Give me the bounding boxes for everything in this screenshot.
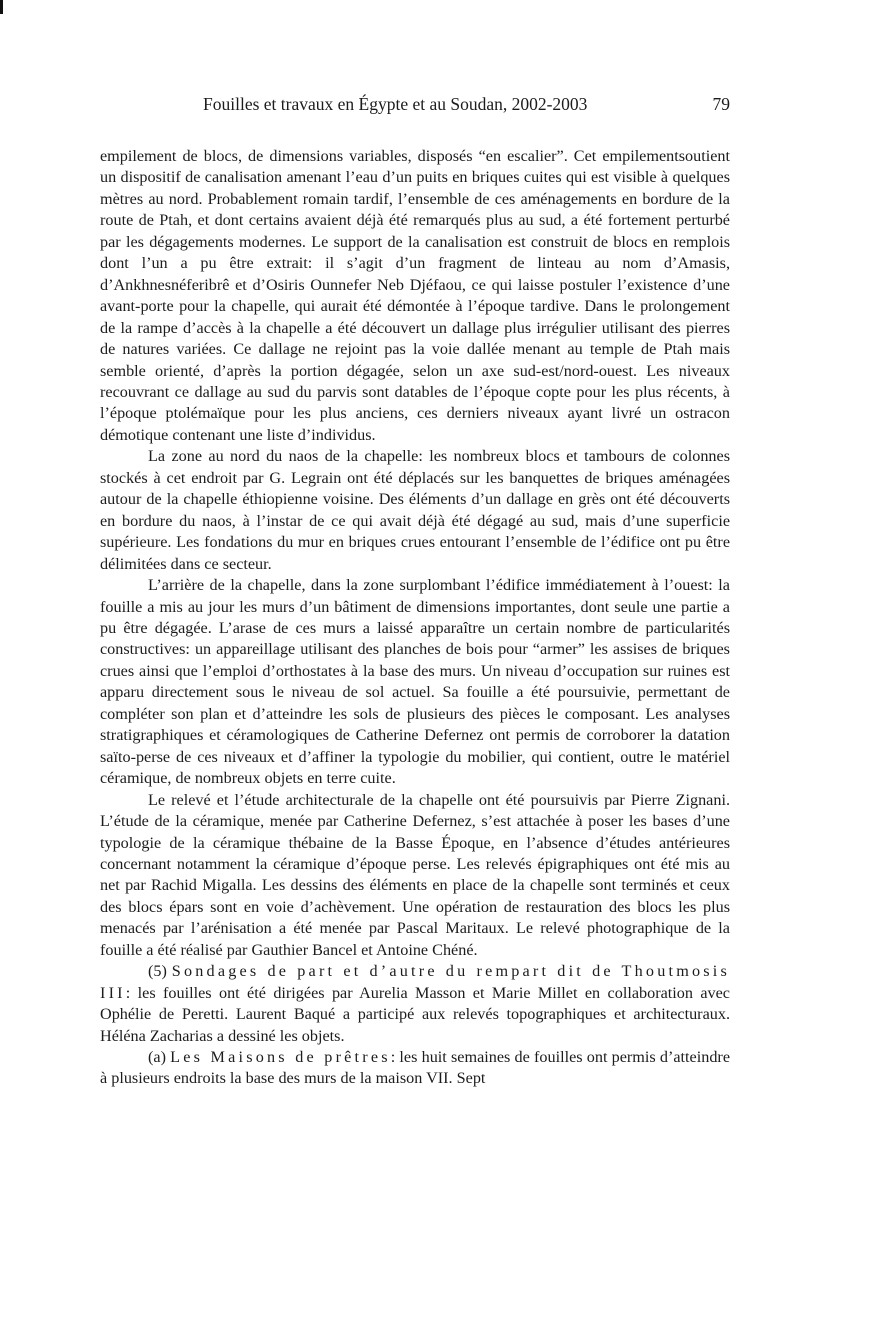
running-header [100,92,730,116]
body-text [100,146,730,1090]
subsection-letter: (a) [148,1048,171,1067]
subsection-heading: Les Maisons de prêtres [170,1048,391,1067]
paragraph-3: L’arrière de la chapelle, dans la zone surplombant l’édifice immédiatement à l’ouest: la fouille a mis au jour les murs d’un bâtiment de dimensions importantes, dont seule une partie a pu être dégagée. L’arase de ces murs a laissé apparaître un certain nombre de particularités constructives: un appareillage utilisant des planches de bois pour “armer” les assises de briques crues ainsi que l’emploi d’orthostates à la base des murs. Un niveau d’occupation sur ruines est apparu directement sous le niveau de sol actuel. Sa fouille a été poursuivie, permettant de compléter son plan et d’atteindre les sols de plusieurs des pièces le composant. Les analyses stratigraphiques et céramologiques de Catherine Defernez ont permis de corroborer la datation saïto-perse de ces niveaux et d’affiner la typologie du mobilier, qui contient, outre le matériel céramique, de nombreux objets en terre cuite. [100,576,730,788]
paragraph-5 [100,961,730,1047]
section-number: (5) [148,962,172,981]
paragraph-2: La zone au nord du naos de la chapelle: les nombreux blocs et tambours de colonnes stockés à cet endroit par G. Legrain ont été déplacés sur les banquettes de briques aménagées autour de la chapelle éthiopienne voisine. Des éléments d’un dallage en grès ont été découverts en bordure du naos, à l’instar de ce qui avait déjà été dégagé au sud, mais d’une superficie supérieure. Les fondations du mur en briques crues entourant l’ensemble de l’édifice ont pu être délimitées dans ce secteur. [100,447,730,573]
page-edge-mark [0,0,3,14]
running-title: Fouilles et travaux en Égypte et au Soudan, 2002-2003 [203,94,588,114]
section-heading: Sondages de part et d’autre du rempart dit de Thoutmosis III [100,962,730,1002]
paragraph-4: Le relevé et l’étude architecturale de la chapelle ont été poursuivis par Pierre Zignani. L’étude de la céramique, menée par Catherine Defernez, s’est attachée à poser les bases d’une typologie de la céramique thébaine de la Basse Époque, en l’absence d’études antérieures concernant notamment la céramique d’époque perse. Les relevés épigraphiques ont été mis au net par Rachid Migalla. Les dessins des éléments en place de la chapelle sont terminés et ceux des blocs épars sont en voie d’achèvement. Une opération de restauration des blocs les plus menacés par l’arénisation a été menée par Pascal Maritaux. Le relevé photographique de la fouille a été réalisé par Gauthier Bancel et Antoine Chéné. [100,790,730,959]
paragraph-6 [100,1047,730,1090]
subsection-text: : les huit semaines de fouilles ont permis d’atteindre à plusieurs endroits la base des murs de la maison VII. Sept [100,1048,730,1088]
page-number: 79 [712,94,730,114]
paragraph-1: empilement de blocs, de dimensions variables, disposés “en escalier”. Cet empilementsoutient un dispositif de canalisation amenant l’eau d’un puits en briques cuites qui est visible à quelques mètres au nord. Probablement romain tardif, l’ensemble de ces aménagements en bordure de la route de Ptah, et dont certains avaient déjà été remarqués plus au sud, a été fortement perturbé par les dégagements modernes. Le support de la canalisation est construit de blocs en remplois dont l’un a pu être extrait: il s’agit d’un fragment de linteau au nom d’Amasis, d’Ankhnesnéferibrê et d’Osiris Ounnefer Neb Djéfaou, ce qui laisse postuler l’existence d’une avant-porte pour la chapelle, qui aurait été démontée à l’époque tardive. Dans le prolongement de la rampe d’accès à la chapelle a été découvert un dallage plus irrégulier utilisant des pierres de natures variées. Ce dallage ne rejoint pas la voie dallée menant au temple de Ptah mais semble orienté, d’après la portion dégagée, selon un axe sud-est/nord-ouest. Les niveaux recouvrant ce dallage au sud du parvis sont datables de l’époque copte pour les plus récents, à l’époque ptolémaïque pour les plus anciens, ces derniers niveaux ayant livré un ostracon démotique contenant une liste d’individus. [100,147,730,444]
section-text: : les fouilles ont été dirigées par Aurelia Masson et Marie Millet en collaboration avec Ophélie de Peretti. Laurent Baqué a participé aux relevés topographiques et architecturaux. Héléna Zacharias a dessiné les objets. [100,983,730,1045]
